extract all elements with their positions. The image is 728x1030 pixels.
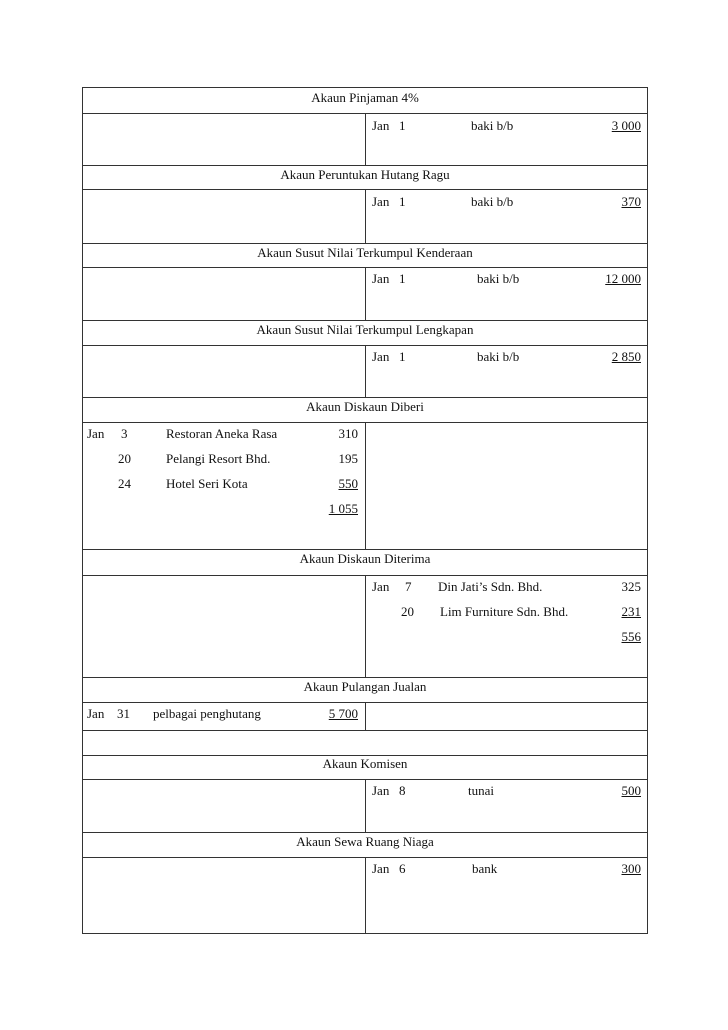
entry-month: Jan: [372, 861, 390, 876]
debit-total: 1 055: [328, 501, 358, 516]
account-title-diskaun-diterima: Akaun Diskaun Diterima: [299, 551, 431, 566]
divider: [83, 677, 647, 678]
entry-day: 1: [399, 349, 406, 364]
entry-desc: Din Jati’s Sdn. Bhd.: [438, 579, 543, 594]
divider: [83, 755, 647, 756]
center-divider: [365, 189, 366, 243]
center-divider: [365, 113, 366, 165]
credit-total: 556: [621, 629, 641, 644]
divider: [83, 320, 647, 321]
entry-desc: Pelangi Resort Bhd.: [166, 451, 271, 466]
entry-month: Jan: [372, 271, 390, 286]
entry-month: Jan: [372, 118, 390, 133]
entry-day: 20: [118, 451, 131, 466]
entry-amount: 550: [338, 476, 358, 491]
entry-desc: Lim Furniture Sdn. Bhd.: [440, 604, 569, 619]
entry-day: 31: [117, 706, 130, 721]
entry-month: Jan: [87, 426, 105, 441]
account-title-hutang-ragu: Akaun Peruntukan Hutang Ragu: [280, 167, 450, 182]
divider: [83, 397, 647, 398]
entry-desc: pelbagai penghutang: [153, 706, 261, 721]
entry-month: Jan: [372, 579, 390, 594]
entry-desc: Hotel Seri Kota: [166, 476, 248, 491]
entry-day: 20: [401, 604, 414, 619]
account-title-pulangan-jualan: Akaun Pulangan Jualan: [303, 679, 427, 694]
entry-amount: 300: [621, 861, 641, 876]
ledger-table: [82, 87, 648, 934]
entry-amount: 2 850: [611, 349, 641, 364]
account-title-sewa-ruang-niaga: Akaun Sewa Ruang Niaga: [296, 834, 434, 849]
entry-amount: 3 000: [611, 118, 641, 133]
entry-amount: 195: [338, 451, 358, 466]
center-divider: [365, 267, 366, 320]
entry-desc: baki b/b: [477, 271, 520, 286]
divider: [83, 549, 647, 550]
entry-day: 1: [399, 271, 406, 286]
entry-amount: 325: [621, 579, 641, 594]
entry-desc: baki b/b: [471, 194, 514, 209]
account-title-pinjaman: Akaun Pinjaman 4%: [311, 90, 419, 105]
entry-day: 1: [399, 194, 406, 209]
entry-amount: 310: [338, 426, 358, 441]
divider: [83, 730, 647, 731]
divider: [83, 243, 647, 244]
account-title-kenderaan: Akaun Susut Nilai Terkumpul Kenderaan: [257, 245, 473, 260]
entry-desc: Restoran Aneka Rasa: [166, 426, 278, 441]
entry-amount: 231: [621, 604, 641, 619]
center-divider: [365, 779, 366, 832]
divider: [83, 165, 647, 166]
center-divider: [365, 575, 366, 677]
account-title-diskaun-diberi: Akaun Diskaun Diberi: [306, 399, 424, 414]
entry-day: 3: [121, 426, 128, 441]
account-title-lengkapan: Akaun Susut Nilai Terkumpul Lengkapan: [256, 322, 474, 337]
entry-desc: bank: [472, 861, 498, 876]
entry-amount: 12 000: [605, 271, 641, 286]
entry-day: 24: [118, 476, 131, 491]
entry-month: Jan: [372, 349, 390, 364]
entry-desc: baki b/b: [477, 349, 520, 364]
entry-amount: 5 700: [328, 706, 358, 721]
entry-month: Jan: [372, 194, 390, 209]
entry-day: 8: [399, 783, 406, 798]
entry-month: Jan: [87, 706, 105, 721]
entry-day: 7: [405, 579, 412, 594]
entry-desc: tunai: [468, 783, 494, 798]
entry-month: Jan: [372, 783, 390, 798]
center-divider: [365, 702, 366, 730]
center-divider: [365, 857, 366, 934]
entry-desc: baki b/b: [471, 118, 514, 133]
center-divider: [365, 345, 366, 397]
entry-day: 1: [399, 118, 406, 133]
center-divider: [365, 422, 366, 549]
entry-amount: 370: [621, 194, 641, 209]
account-title-komisen: Akaun Komisen: [322, 756, 408, 771]
divider: [83, 832, 647, 833]
entry-day: 6: [399, 861, 406, 876]
entry-amount: 500: [621, 783, 641, 798]
